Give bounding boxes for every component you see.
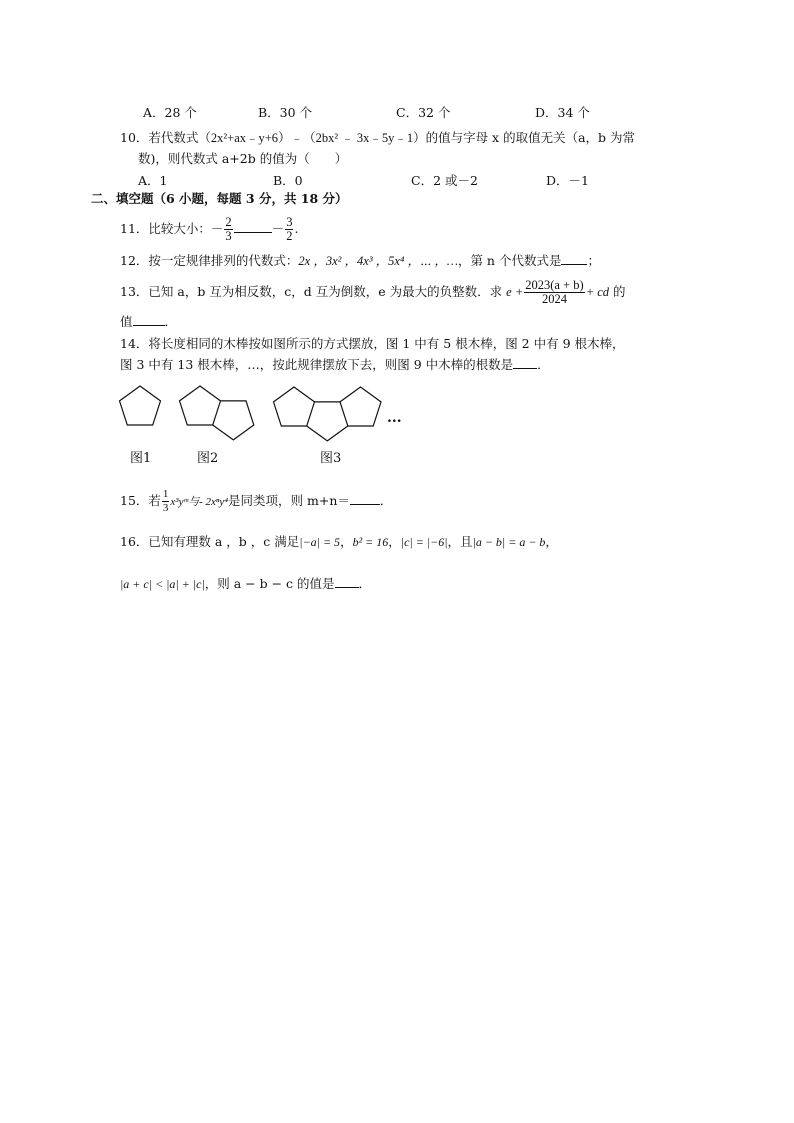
figure-2-pentagon-left	[180, 386, 221, 425]
q10-mid: ）﹣（	[278, 130, 316, 145]
q13-fraction	[524, 279, 584, 306]
q14-answer-blank[interactable]	[513, 356, 537, 369]
q16-line1-end: ，	[545, 534, 558, 549]
q13-cd: + cd	[585, 285, 610, 299]
q16-sep1: ，	[340, 534, 353, 549]
q14-line2: 图 3 中有 13 根木棒，…，按此规律摆放下去，则图 9 中木棒的根数是	[120, 357, 514, 372]
q16-cond3: |c| = |−6|	[400, 535, 448, 549]
q16-cond1: |−a| = 5	[299, 535, 341, 549]
question-10-line2: 数)，则代数式 a+2b 的值为（ ）	[138, 151, 348, 166]
pentagon-figures	[0, 380, 794, 470]
figure-label-3: 图3	[320, 451, 342, 466]
q15-mid: 与- 2xⁿy⁴	[188, 496, 229, 508]
q16-cond4: |a − b| = a − b	[472, 535, 546, 549]
q15-answer-blank[interactable]	[350, 492, 380, 505]
q16-prefix: 16．已知有理数 a ，b ，c 满足	[120, 534, 300, 549]
q10-option-d: D．－1	[546, 173, 589, 188]
q11-end: .	[294, 221, 299, 236]
section-2-title: 二、填空题（6 小题，每题 3 分，共 18 分）	[91, 191, 348, 206]
q15-prefix: 15．若	[120, 493, 161, 508]
question-16-line1	[120, 533, 558, 551]
q16-cond2: b² = 16	[352, 535, 389, 549]
question-15	[120, 484, 392, 519]
q10-expr1: 2x²+ax﹣y+6	[210, 131, 279, 145]
figure-label-1: 图1	[130, 451, 152, 466]
q11-frac1-den: 3	[225, 229, 232, 243]
q15-frac-num: 1	[162, 488, 169, 500]
q10-expr2: 2bx² ﹣ 3x﹣5y﹣1	[315, 131, 414, 145]
q9-option-c: C．32 个	[396, 105, 451, 120]
q10-prefix: 10．若代数式（	[120, 130, 211, 145]
q10-option-b: B．0	[273, 173, 303, 188]
q13-line2-end: ．	[164, 314, 178, 329]
q14-line2-end: ．	[537, 357, 550, 372]
q12-suffix: ，第 n 个代数式是	[457, 253, 562, 268]
question-12	[120, 252, 600, 270]
q10-option-a: A．1	[138, 173, 168, 188]
q16-answer-blank[interactable]	[335, 575, 359, 588]
q13-prefix: 13．已知 a，b 互为相反数，c，d 互为倒数，e 为最大的负整数．求	[120, 284, 507, 299]
q13-line2: 值	[120, 314, 133, 329]
q9-option-a: A．28 个	[143, 105, 197, 120]
q16-line2-mid: ，则 a − b − c 的值是	[204, 576, 335, 591]
q12-terms: 2x ，3x² ，4x³ ，5x⁴ ，⋯ ，…	[298, 254, 458, 268]
q11-frac1-num: 2	[225, 215, 232, 229]
question-14-line2	[120, 356, 550, 374]
q10-suffix: ）的值与字母 x 的取值无关（a，b 为常	[413, 130, 636, 145]
q11-prefix: 11．比较大小：	[120, 221, 211, 236]
q12-answer-blank[interactable]	[561, 252, 587, 265]
figure-ellipsis: ...	[387, 410, 402, 426]
question-13-line1	[120, 275, 626, 309]
q12-prefix: 12．按一定规律排列的代数式：	[120, 253, 299, 268]
q16-sep2: ，	[388, 534, 401, 549]
q10-option-c: C．2 或－2	[411, 173, 478, 188]
q16-mid: ，且	[447, 534, 473, 549]
q9-option-b: B．30 个	[258, 105, 313, 120]
q9-option-d: D．34 个	[535, 105, 590, 120]
figure-label-2: 图2	[197, 451, 219, 466]
question-11	[120, 212, 298, 246]
q15-fraction	[162, 488, 170, 515]
q11-answer-blank[interactable]	[234, 220, 272, 233]
q11-neg2: －	[271, 221, 285, 236]
figure-3-pentagon-left	[274, 387, 315, 426]
q16-cond5: |a + c| < |a| + |c|	[120, 577, 205, 591]
q13-suffix: 的	[609, 284, 626, 299]
question-16-line2	[120, 575, 371, 593]
q16-line2-end: ．	[358, 576, 372, 591]
question-10-line1	[120, 129, 635, 147]
q11-fraction-1	[224, 216, 232, 243]
question-13-line2	[120, 313, 177, 331]
q13-frac-num: 2023(a + b)	[525, 278, 584, 292]
q13-e-plus: e +	[506, 285, 524, 299]
q11-frac2-num: 3	[286, 215, 293, 229]
q11-fraction-2	[285, 216, 293, 243]
q12-end: ；	[587, 253, 600, 268]
q15-end: ．	[379, 493, 393, 508]
q13-frac-den: 2024	[541, 292, 567, 306]
q13-answer-blank[interactable]	[133, 313, 165, 326]
question-14-line1: 14．将长度相同的木棒按如图所示的方式摆放，图 1 中有 5 根木棒，图 2 中有 9 根木棒，	[120, 336, 625, 351]
q15-frac-den: 3	[162, 502, 169, 514]
q15-term1: x³yᵐ	[170, 496, 189, 508]
q15-suffix: 是同类项，则 m+n＝	[228, 493, 350, 508]
q11-frac2-den: 2	[286, 229, 293, 243]
q11-neg1: －	[210, 221, 224, 236]
figure-1-pentagon	[120, 386, 161, 425]
